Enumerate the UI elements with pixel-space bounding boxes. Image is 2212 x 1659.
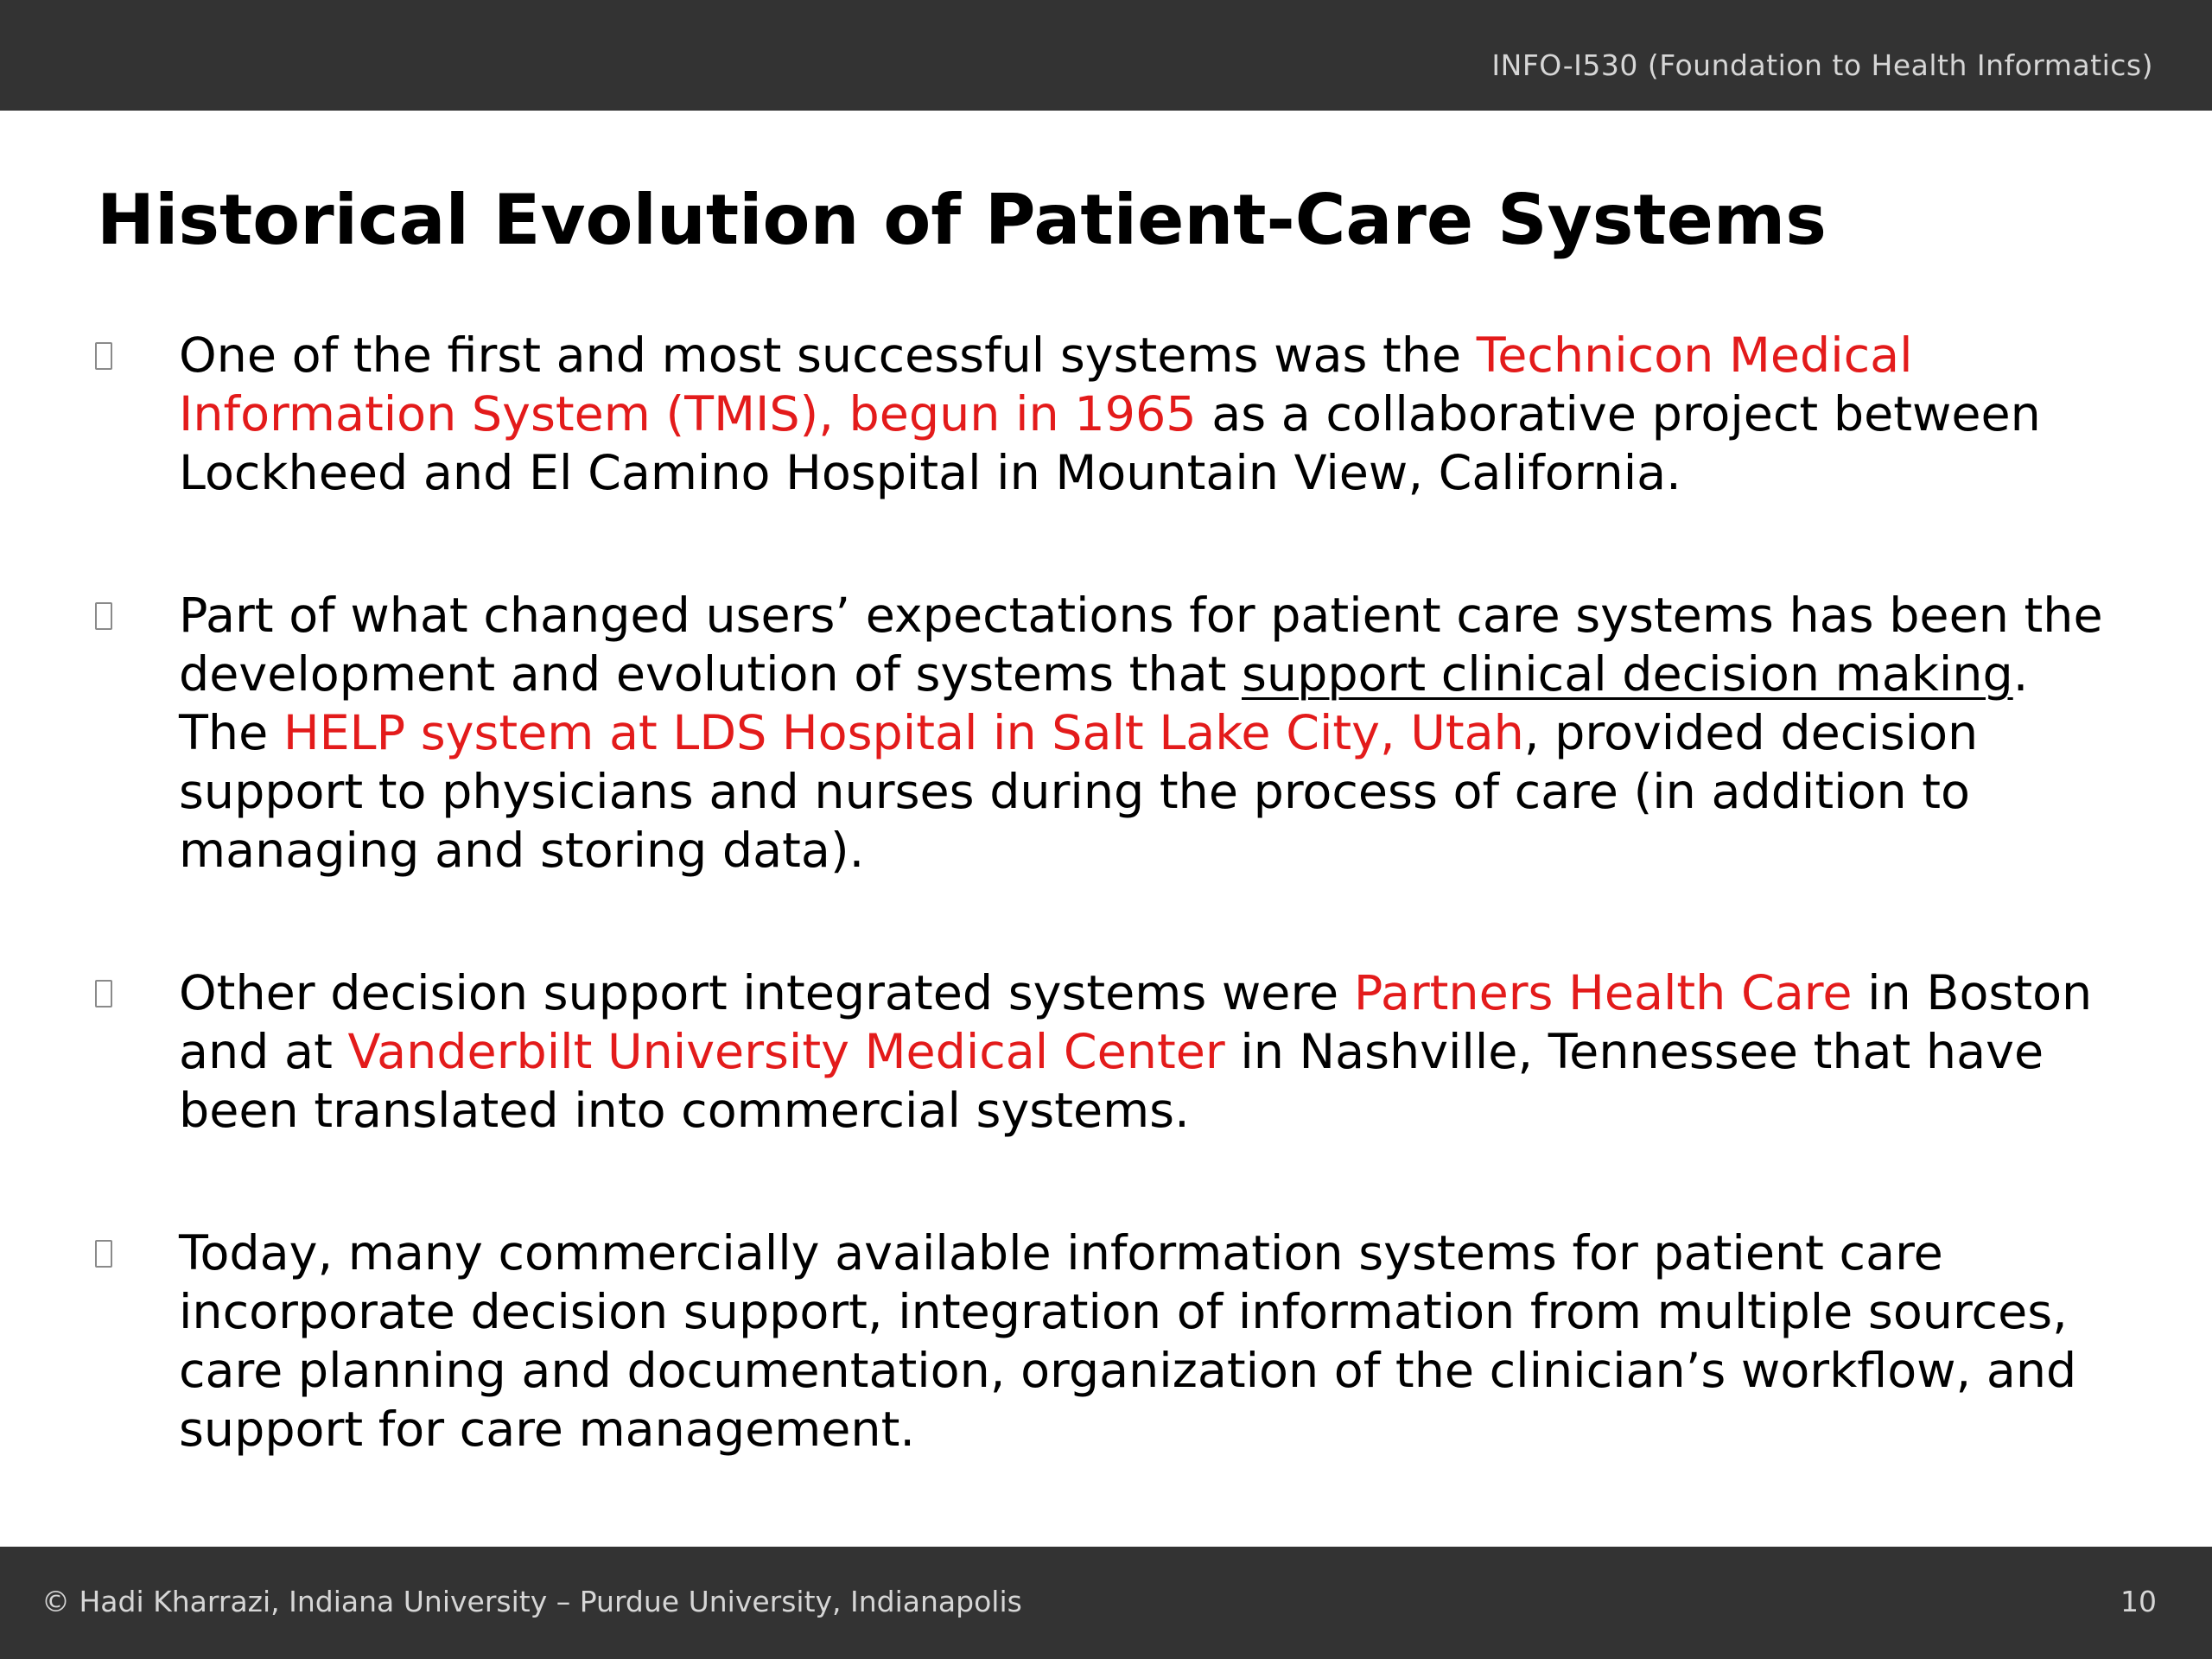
text-run: Part of what changed users’ expectations for patient care systems has been the development and evolution of systems that [179,588,2103,702]
text-run: in Nashville, Tennessee that have been translated into commercial systems. [179,1024,2044,1139]
text-run: Other decision support integrated systems were [179,965,1354,1021]
text-run: as a collaborative project between Lockheed and El Camino Hospital in Mountain View, California. [179,386,2041,501]
footer-bar [0,1547,2212,1659]
bullet-box-icon [95,1240,112,1268]
highlight-text: Technicon Medical Information System (TMIS), begun in 1965 [179,327,1913,442]
highlight-text: Vanderbilt University Medical Center [347,1024,1225,1080]
page-number: 10 [2120,1585,2157,1618]
underlined-text: support clinical decision making [1242,646,2013,702]
text-run: . The [179,646,2029,761]
header-bar [0,0,2212,111]
bullet-text [179,964,2132,1141]
bullet-box-icon [95,602,112,630]
text-run: One of the first and most successful systems was the [179,327,1477,384]
highlight-text: Partners Health Care [1353,965,1853,1021]
text-run: Today, many commercially available information systems for patient care incorporate decision support, integration of information from multiple sources, care planning and documentation, organization of the clinician’s workflow, and support for care management. [179,1225,2077,1458]
text-run: , provided decision support to physicians and nurses during the process of care (in addition to managing and storing data). [179,705,1979,879]
text-run: in Boston and at [179,965,2093,1080]
bullet-text [179,1224,2132,1459]
bullet-box-icon [95,342,112,370]
course-label: INFO-I530 (Foundation to Health Informatics) [1491,48,2153,82]
bullet-box-icon [95,980,112,1007]
copyright-text: © Hadi Kharrazi, Indiana University – Purdue University, Indianapolis [41,1585,1022,1618]
slide-title: Historical Evolution of Patient-Care Systems [97,180,1827,260]
bullet-text [179,587,2132,880]
highlight-text: HELP system at LDS Hospital in Salt Lake City, Utah [283,705,1524,761]
bullet-text [179,327,2132,503]
